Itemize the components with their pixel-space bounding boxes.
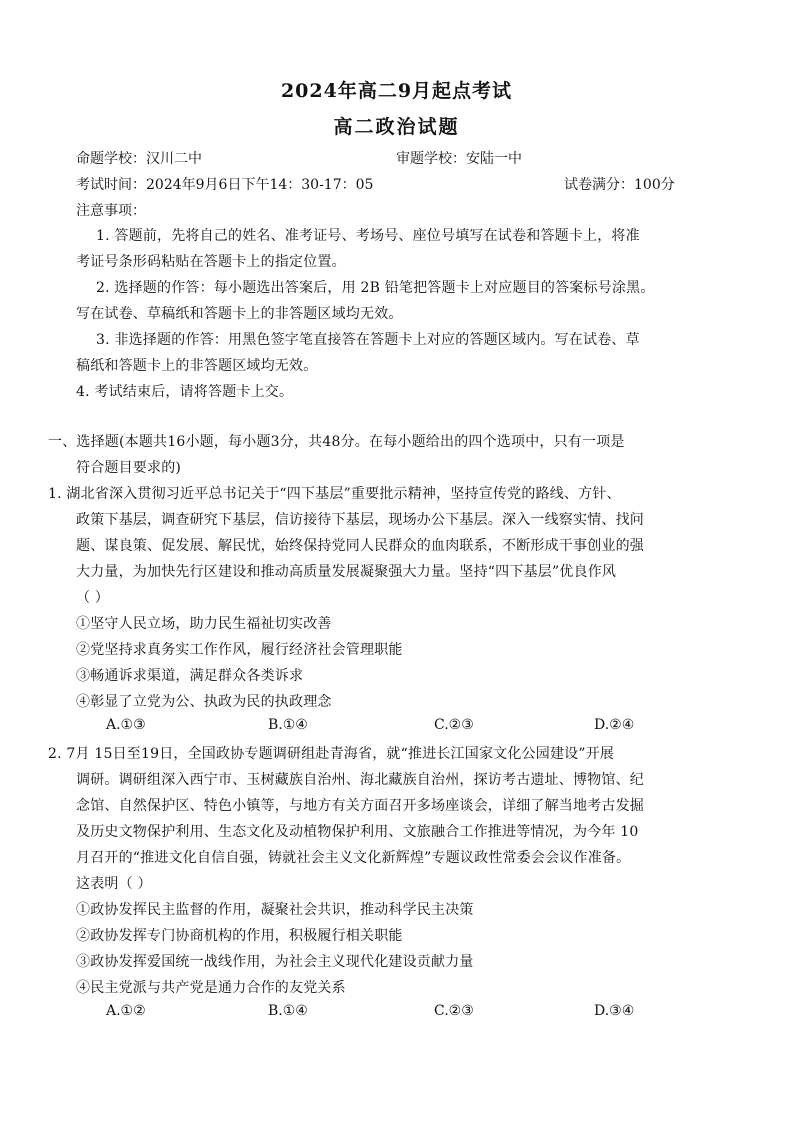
question-1-stem: 题、谋良策、促发展、解民忧，始终保持党同人民群众的血肉联系，不断形成干事创业的强: [76, 538, 644, 554]
note-line: 2. 选择题的作答：每小题选出答案后，用 2B 铅笔把答题卡上对应题目的答案标号涂黑。: [96, 280, 655, 296]
question-1-item: ②党坚持求真务实工作作风，履行经济社会管理职能: [76, 642, 403, 658]
question-1-stem: 政策下基层，调查研究下基层，信访接待下基层，现场办公下基层。深入一线察实情、找问: [76, 512, 644, 528]
question-2-option-d: D.③④: [594, 1003, 635, 1019]
question-2-stem: 念馆、自然保护区、特色小镇等，与地方有关方面召开多场座谈会，详细了解当地考古发掘: [76, 798, 644, 814]
question-1-option-b: B.①④: [268, 717, 308, 733]
question-2-stem: 这表明（ ）: [76, 876, 152, 892]
note-line: 写在试卷、草稿纸和答题卡上的非答题区域均无效。: [76, 306, 403, 322]
exam-subtitle: 高二政治试题: [333, 116, 460, 138]
section-heading: 一、选择题(本题共16小题，每小题3分，共48分。在每小题给出的四个选项中，只有一项是: [48, 434, 625, 450]
question-2-item: ③政协发挥爱国统一战线作用，为社会主义现代化建设贡献力量: [76, 954, 474, 970]
note-line: 1. 答题前，先将自己的姓名、准考证号、考场号、座位号填写在试卷和答题卡上，将准: [96, 228, 640, 244]
reviewer-school: 审题学校：安陆一中: [396, 151, 522, 167]
question-1-item: ④彰显了立党为公、执政为民的执政理念: [76, 694, 332, 710]
question-2-item: ④民主党派与共产党是通力合作的友党关系: [76, 980, 346, 996]
question-1-item: ①坚守人民立场，助力民生福祉切实改善: [76, 616, 332, 632]
question-1-stem: （ ）: [76, 590, 110, 606]
question-2-option-a: A.①②: [106, 1003, 146, 1019]
note-line: 稿纸和答题卡上的非答题区域均无效。: [76, 358, 318, 374]
setter-school: 命题学校：汉川二中: [76, 151, 202, 167]
question-1-stem: 大力量，为加快先行区建设和推动高质量发展凝聚强大力量。坚持“四下基层”优良作风: [76, 564, 617, 580]
exam-time: 考试时间：2024年9月6日下午14：30-17：05: [76, 177, 374, 193]
exam-title: 2024年高二9月起点考试: [280, 80, 513, 102]
question-2-item: ②政协发挥专门协商机构的作用，积极履行相关职能: [76, 928, 403, 944]
question-2-option-b: B.①④: [268, 1003, 308, 1019]
question-2-stem: 调研。调研组深入西宁市、玉树藏族自治州、海北藏族自治州，探访考古遗址、博物馆、纪: [76, 772, 644, 788]
question-1-item: ③畅通诉求渠道，满足群众各类诉求: [76, 668, 304, 684]
question-2-stem: 月召开的“推进文化自信自强，铸就社会主义文化新辉煌”专题议政性常委会会议作准备。: [76, 850, 631, 866]
question-2-option-c: C.②③: [434, 1003, 474, 1019]
note-line: 考证号条形码粘贴在答题卡上的指定位置。: [76, 254, 346, 270]
question-1-option-a: A.①③: [106, 717, 146, 733]
section-heading-cont: 符合题目要求的): [76, 460, 182, 476]
question-2-stem: 及历史文物保护利用、生态文化及动植物保护利用、文旅融合工作推进等情况，为今年 10: [76, 824, 639, 840]
note-line: 4. 考试结束后，请将答题卡上交。: [76, 384, 294, 400]
question-2-stem: 2. 7月 15日至19日，全国政协专题调研组赴青海省，就“推进长江国家文化公园建设”开展: [48, 746, 615, 762]
question-1-option-d: D.②④: [594, 717, 635, 733]
notes-heading: 注意事项：: [76, 203, 146, 219]
full-score: 试卷满分：100分: [564, 177, 675, 193]
question-1-stem: 1. 湖北省深入贯彻习近平总书记关于“四下基层”重要批示精神，坚持宣传党的路线、方针、: [48, 486, 621, 502]
note-line: 3. 非选择题的作答：用黑色签字笔直接答在答题卡上对应的答题区域内。写在试卷、草: [96, 332, 640, 348]
question-1-option-c: C.②③: [434, 717, 474, 733]
question-2-item: ①政协发挥民主监督的作用，凝聚社会共识，推动科学民主决策: [76, 902, 474, 918]
